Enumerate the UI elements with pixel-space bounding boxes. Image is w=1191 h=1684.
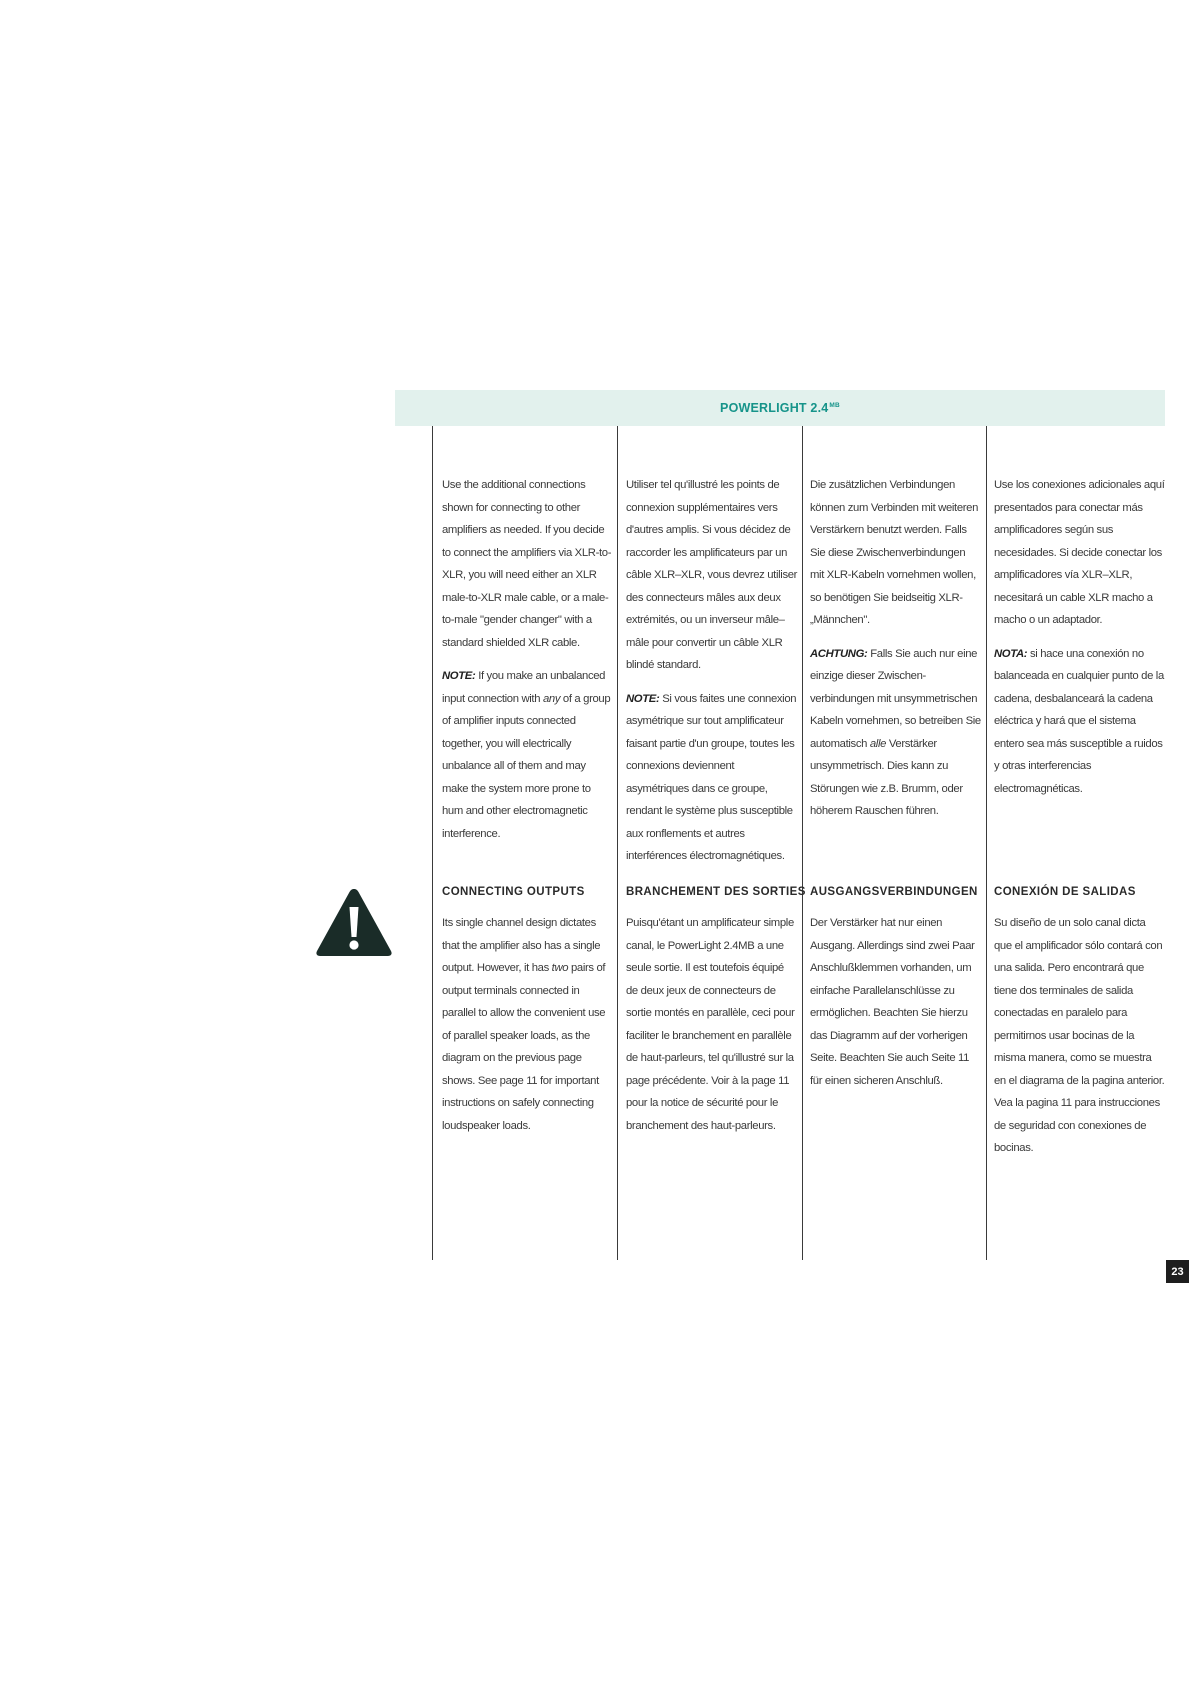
paragraph: Use los conexiones adicionales aquí presentados para conectar más amplificadores según sus necesidades. Si decide conectar los amplificadores vía XLR–XLR, necesitará un cable XLR macho a macho o un adaptador. (994, 479, 1165, 626)
section-heading: CONNECTING OUTPUTS (442, 886, 585, 898)
column-rule (617, 426, 618, 1260)
paragraph: Use the additional connections shown for connecting to other amplifiers as needed. If you decide to connect the amplifiers via XLR-to-XLR, you will need either an XLR male-to-XLR male cable, or a male-to-male "gender changer" with a standard shielded XLR cable. (442, 479, 612, 649)
column-english-bottom (442, 912, 614, 1148)
paragraph: Der Verstärker hat nur einen Ausgang. Allerdings sind zwei Paar Anschlußklemmen vorhanden, um einfache Parallelanschlüsse zu ermöglichen. Beachten Sie hierzu das Diagramm auf der vorherigen Seite. Beachten Sie auch Seite 11 für einen sicheren Anschluß. (810, 917, 975, 1087)
note-paragraph: NOTA: si hace una conexión no balanceada en cualquier punto de la cadena, desbalanceará la cadena eléctrica y hará que el sistema entero sea más susceptible a ruidos y otras interferencias electromagnéticas. (994, 647, 1164, 795)
page-number: 23 (1166, 1260, 1189, 1283)
paragraph: Utiliser tel qu'illustré les points de connexion supplémentaires vers d'autres amplis. Si vous décidez de raccorder les amplificateurs par un câble XLR–XLR, vous devrez utiliser des connecteurs mâles aux deux extrémités, ou un inverseur mâle–mâle pour convertir un câble XLR blindé standard. (626, 479, 798, 671)
column-rule (802, 426, 803, 1260)
note-paragraph: NOTE: Si vous faites une connexion asymétrique sur tout amplificateur faisant partie d'un groupe, toutes les connexions deviennent asymétriques dans ce groupe, rendant le système plus susceptible aux ronflements et autres interférences électromagnétiques. (626, 692, 797, 862)
note-paragraph: ACHTUNG: Falls Sie auch nur eine einzige dieser Zwischen-verbindungen mit unsymmetrischen Kabeln vornehmen, so betreiben Sie automatisch alle Verstärker unsymmetrisch. Dies kann zu Störungen wie z.B. Brumm, oder höherem Rauschen führen. (810, 647, 981, 817)
paragraph: Su diseño de un solo canal dicta que el amplificador sólo contará con una salida. Pero encontrará que tiene dos terminales de salida conectadas en paralelo para permitirnos usar bocinas de la misma manera, como se muestra en el diagrama de la pagina anterior. Vea la pagina 11 para instrucciones de seguridad con conexiones de bocinas. (994, 917, 1165, 1154)
column-french-top (626, 474, 798, 879)
section-heading: CONEXIÓN DE SALIDAS (994, 886, 1136, 898)
column-german-bottom (810, 912, 982, 1103)
paragraph: Die zusätzlichen Verbindungen können zum Verbinden mit weiteren Verstärkern benutzt werden. Falls Sie diese Zwischenverbindungen mit XLR-Kabeln vornehmen wollen, so benötigen Sie beidseitig XLR-„Männchen". (810, 479, 979, 626)
warning-triangle-icon (314, 885, 394, 959)
note-paragraph: NOTE: If you make an unbalanced input connection with any of a group of amplifier inputs connected together, you will electrically unbalance all of them and may make the system more prone to hum and other electromagnetic interference. (442, 670, 611, 840)
column-french-bottom (626, 912, 798, 1148)
column-rule (432, 426, 433, 1260)
paragraph: Puisqu'étant un amplificateur simple canal, le PowerLight 2.4MB a une seule sortie. Il est toutefois équipé de deux jeux de connecteurs de sortie montés en parallèle, ceci pour faciliter le branchement en parallèle de haut-parleurs, tel qu'illustré sur la page précédente. Voir à la page 11 pour la notice de sécurité pour le branchement des haut-parleurs. (626, 917, 795, 1132)
column-spanish-bottom (994, 912, 1166, 1171)
section-heading: AUSGANGSVERBINDUNGEN (810, 886, 978, 898)
section-heading: BRANCHEMENT DES SORTIES (626, 886, 806, 898)
header-band (395, 390, 1165, 426)
column-german-top (810, 474, 982, 834)
paragraph: Its single channel design dictates that the amplifier also has a single output. However, it has two pairs of output terminals connected in parallel to allow the convenient use of parallel speaker loads, as the diagram on the previous page shows. See page 11 for important instructions on safely connecting loudspeaker loads. (442, 917, 606, 1132)
column-spanish-top (994, 474, 1166, 811)
page-title: POWERLIGHT $2.4^{MB}$ (720, 401, 840, 415)
column-rule (986, 426, 987, 1260)
column-english-top (442, 474, 614, 856)
